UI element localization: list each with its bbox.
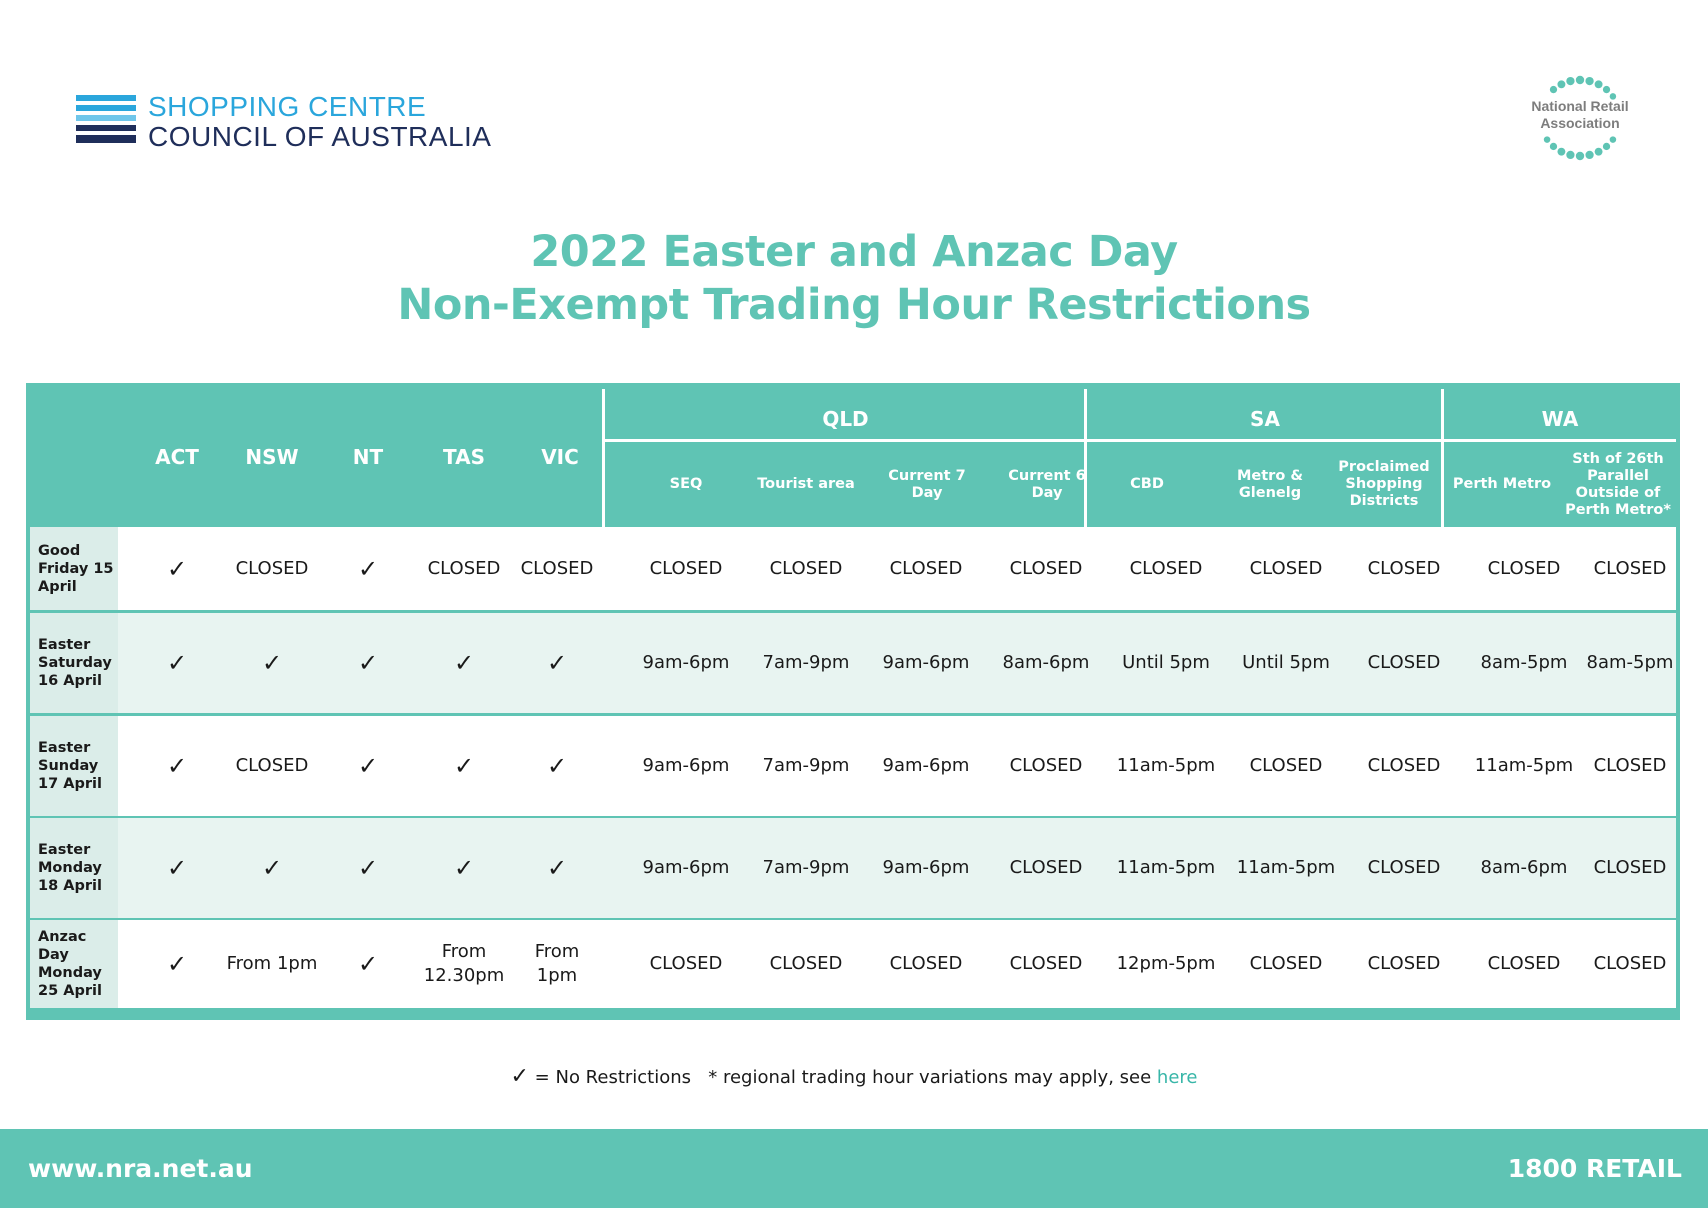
cell-seq: CLOSED (649, 557, 723, 579)
cell-nsw: CLOSED (235, 557, 309, 579)
nra-logo (1512, 66, 1648, 170)
legend-note: * regional trading hour variations may apply, see (708, 1067, 1152, 1088)
table-row (30, 527, 1676, 610)
col-wa-parallel: Sth of 26th Parallel Outside of Perth Metro* (1565, 450, 1671, 518)
cell-nt: ✓ (357, 649, 379, 677)
group-wa: WA (1541, 407, 1579, 431)
page-title (0, 226, 1708, 332)
col-nsw: NSW (245, 445, 299, 469)
cell-tas: ✓ (453, 752, 475, 780)
scca-stripes-icon (76, 95, 136, 149)
col-sa-proclaimed: Proclaimed Shopping Districts (1338, 459, 1430, 509)
cell-tas: ✓ (453, 649, 475, 677)
table-row (30, 818, 1676, 918)
row-label: Easter Saturday 16 April (30, 613, 118, 713)
cell-proclaimed: CLOSED (1367, 652, 1441, 673)
cell-cbd: 11am-5pm (1116, 857, 1216, 878)
cell-perth-metro: 11am-5pm (1474, 755, 1574, 776)
cell-act: ✓ (166, 752, 188, 780)
group-sa: SA (1250, 407, 1280, 431)
cell-tourist: 7am-9pm (762, 652, 850, 673)
cell-current7: 9am-6pm (882, 755, 970, 776)
legend (0, 1064, 1708, 1089)
cell-current6: CLOSED (1009, 857, 1083, 878)
cell-vic: From 1pm (534, 941, 580, 986)
cell-parallel: CLOSED (1593, 557, 1667, 579)
cell-parallel: 8am-5pm (1586, 652, 1674, 673)
col-qld-current7: Current 7 Day (888, 467, 966, 501)
scca-name-line1: SHOPPING CENTRE (148, 91, 427, 122)
cell-tas: CLOSED (427, 557, 501, 579)
cell-nsw: From 1pm (226, 953, 318, 974)
scca-name-line2: COUNCIL OF AUSTRALIA (148, 121, 492, 152)
col-nt: NT (352, 445, 384, 469)
cell-tourist: 7am-9pm (762, 755, 850, 776)
cell-proclaimed: CLOSED (1367, 755, 1441, 776)
title-line1: 2022 Easter and Anzac Day (530, 227, 1178, 277)
cell-vic: CLOSED (520, 557, 594, 579)
cell-vic: ✓ (546, 854, 568, 882)
cell-current7: 9am-6pm (882, 857, 970, 878)
col-act: ACT (155, 445, 199, 469)
cell-perth-metro: CLOSED (1487, 557, 1561, 579)
cell-nt: ✓ (357, 554, 379, 583)
table-row (30, 716, 1676, 816)
trading-hours-table (26, 383, 1680, 1020)
cell-tas: ✓ (453, 854, 475, 882)
cell-nt: ✓ (357, 854, 379, 882)
col-tas: TAS (443, 445, 485, 469)
col-sa-metro-glenelg: Metro & Glenelg (1236, 467, 1303, 501)
cell-parallel: CLOSED (1593, 755, 1667, 776)
row-label: Good Friday 15 April (30, 527, 118, 610)
cell-parallel: CLOSED (1593, 953, 1667, 974)
cell-act: ✓ (166, 854, 188, 882)
cell-current6: 8am-6pm (1002, 652, 1090, 673)
cell-act: ✓ (166, 554, 188, 583)
col-sa-cbd: CBD (1130, 476, 1164, 492)
cell-nsw: ✓ (261, 649, 283, 677)
group-qld: QLD (822, 407, 869, 431)
legend-here-link[interactable]: here (1156, 1067, 1198, 1088)
cell-nsw: ✓ (261, 854, 283, 882)
cell-proclaimed: CLOSED (1367, 857, 1441, 878)
cell-seq: 9am-6pm (642, 857, 730, 878)
col-qld-seq: SEQ (669, 476, 703, 492)
cell-proclaimed: CLOSED (1367, 557, 1441, 579)
table-header (30, 387, 1676, 527)
cell-nt: ✓ (357, 752, 379, 780)
cell-seq: 9am-6pm (642, 755, 730, 776)
cell-vic: ✓ (546, 752, 568, 780)
cell-current6: CLOSED (1009, 953, 1083, 974)
cell-perth-metro: 8am-6pm (1480, 857, 1568, 878)
cell-current6: CLOSED (1009, 557, 1083, 579)
cell-cbd: 11am-5pm (1116, 755, 1216, 776)
cell-parallel: CLOSED (1593, 857, 1667, 878)
legend-tick-icon: ✓ (510, 1064, 529, 1089)
cell-tourist: 7am-9pm (762, 857, 850, 878)
cell-proclaimed: CLOSED (1367, 953, 1441, 974)
cell-act: ✓ (166, 950, 188, 978)
nra-name-line2: Association (1540, 115, 1620, 131)
footer-url[interactable]: www.nra.net.au (28, 1154, 253, 1183)
cell-seq: CLOSED (649, 953, 723, 974)
cell-nsw: CLOSED (235, 755, 309, 776)
table-row (30, 920, 1676, 1008)
cell-current6: CLOSED (1009, 755, 1083, 776)
cell-vic: ✓ (546, 649, 568, 677)
row-label: Easter Sunday 17 April (30, 716, 118, 816)
cell-current7: 9am-6pm (882, 652, 970, 673)
cell-metro-glenelg: Until 5pm (1242, 652, 1330, 673)
cell-metro-glenelg: CLOSED (1249, 755, 1323, 776)
cell-current7: CLOSED (889, 953, 963, 974)
cell-current7: CLOSED (889, 557, 963, 579)
cell-metro-glenelg: CLOSED (1249, 557, 1323, 579)
scca-logo (76, 92, 491, 152)
cell-metro-glenelg: CLOSED (1249, 953, 1323, 974)
cell-perth-metro: 8am-5pm (1480, 652, 1568, 673)
col-qld-tourist: Tourist area (757, 476, 855, 492)
cell-act: ✓ (166, 649, 188, 677)
cell-seq: 9am-6pm (642, 652, 730, 673)
cell-metro-glenelg: 11am-5pm (1236, 857, 1336, 878)
footer (0, 1129, 1708, 1208)
col-qld-current6: Current 6 Day (1008, 467, 1086, 501)
nra-name-line1: National Retail (1531, 98, 1629, 114)
legend-no-restrictions: = No Restrictions (528, 1067, 692, 1088)
table-row (30, 613, 1676, 713)
cell-tas: From 12.30pm (423, 941, 505, 986)
title-line2: Non-Exempt Trading Hour Restrictions (397, 280, 1311, 330)
row-label: Anzac Day Monday 25 April (30, 920, 118, 1008)
cell-cbd: 12pm-5pm (1116, 953, 1216, 974)
col-wa-perth-metro: Perth Metro (1452, 476, 1552, 492)
footer-phone: 1800 RETAIL (1507, 1154, 1682, 1183)
row-label: Easter Monday 18 April (30, 818, 118, 918)
cell-tourist: CLOSED (769, 557, 843, 579)
cell-cbd: Until 5pm (1122, 652, 1210, 673)
cell-cbd: CLOSED (1129, 557, 1203, 579)
cell-tourist: CLOSED (769, 953, 843, 974)
col-vic: VIC (541, 445, 579, 469)
cell-nt: ✓ (357, 950, 379, 978)
cell-perth-metro: CLOSED (1487, 953, 1561, 974)
